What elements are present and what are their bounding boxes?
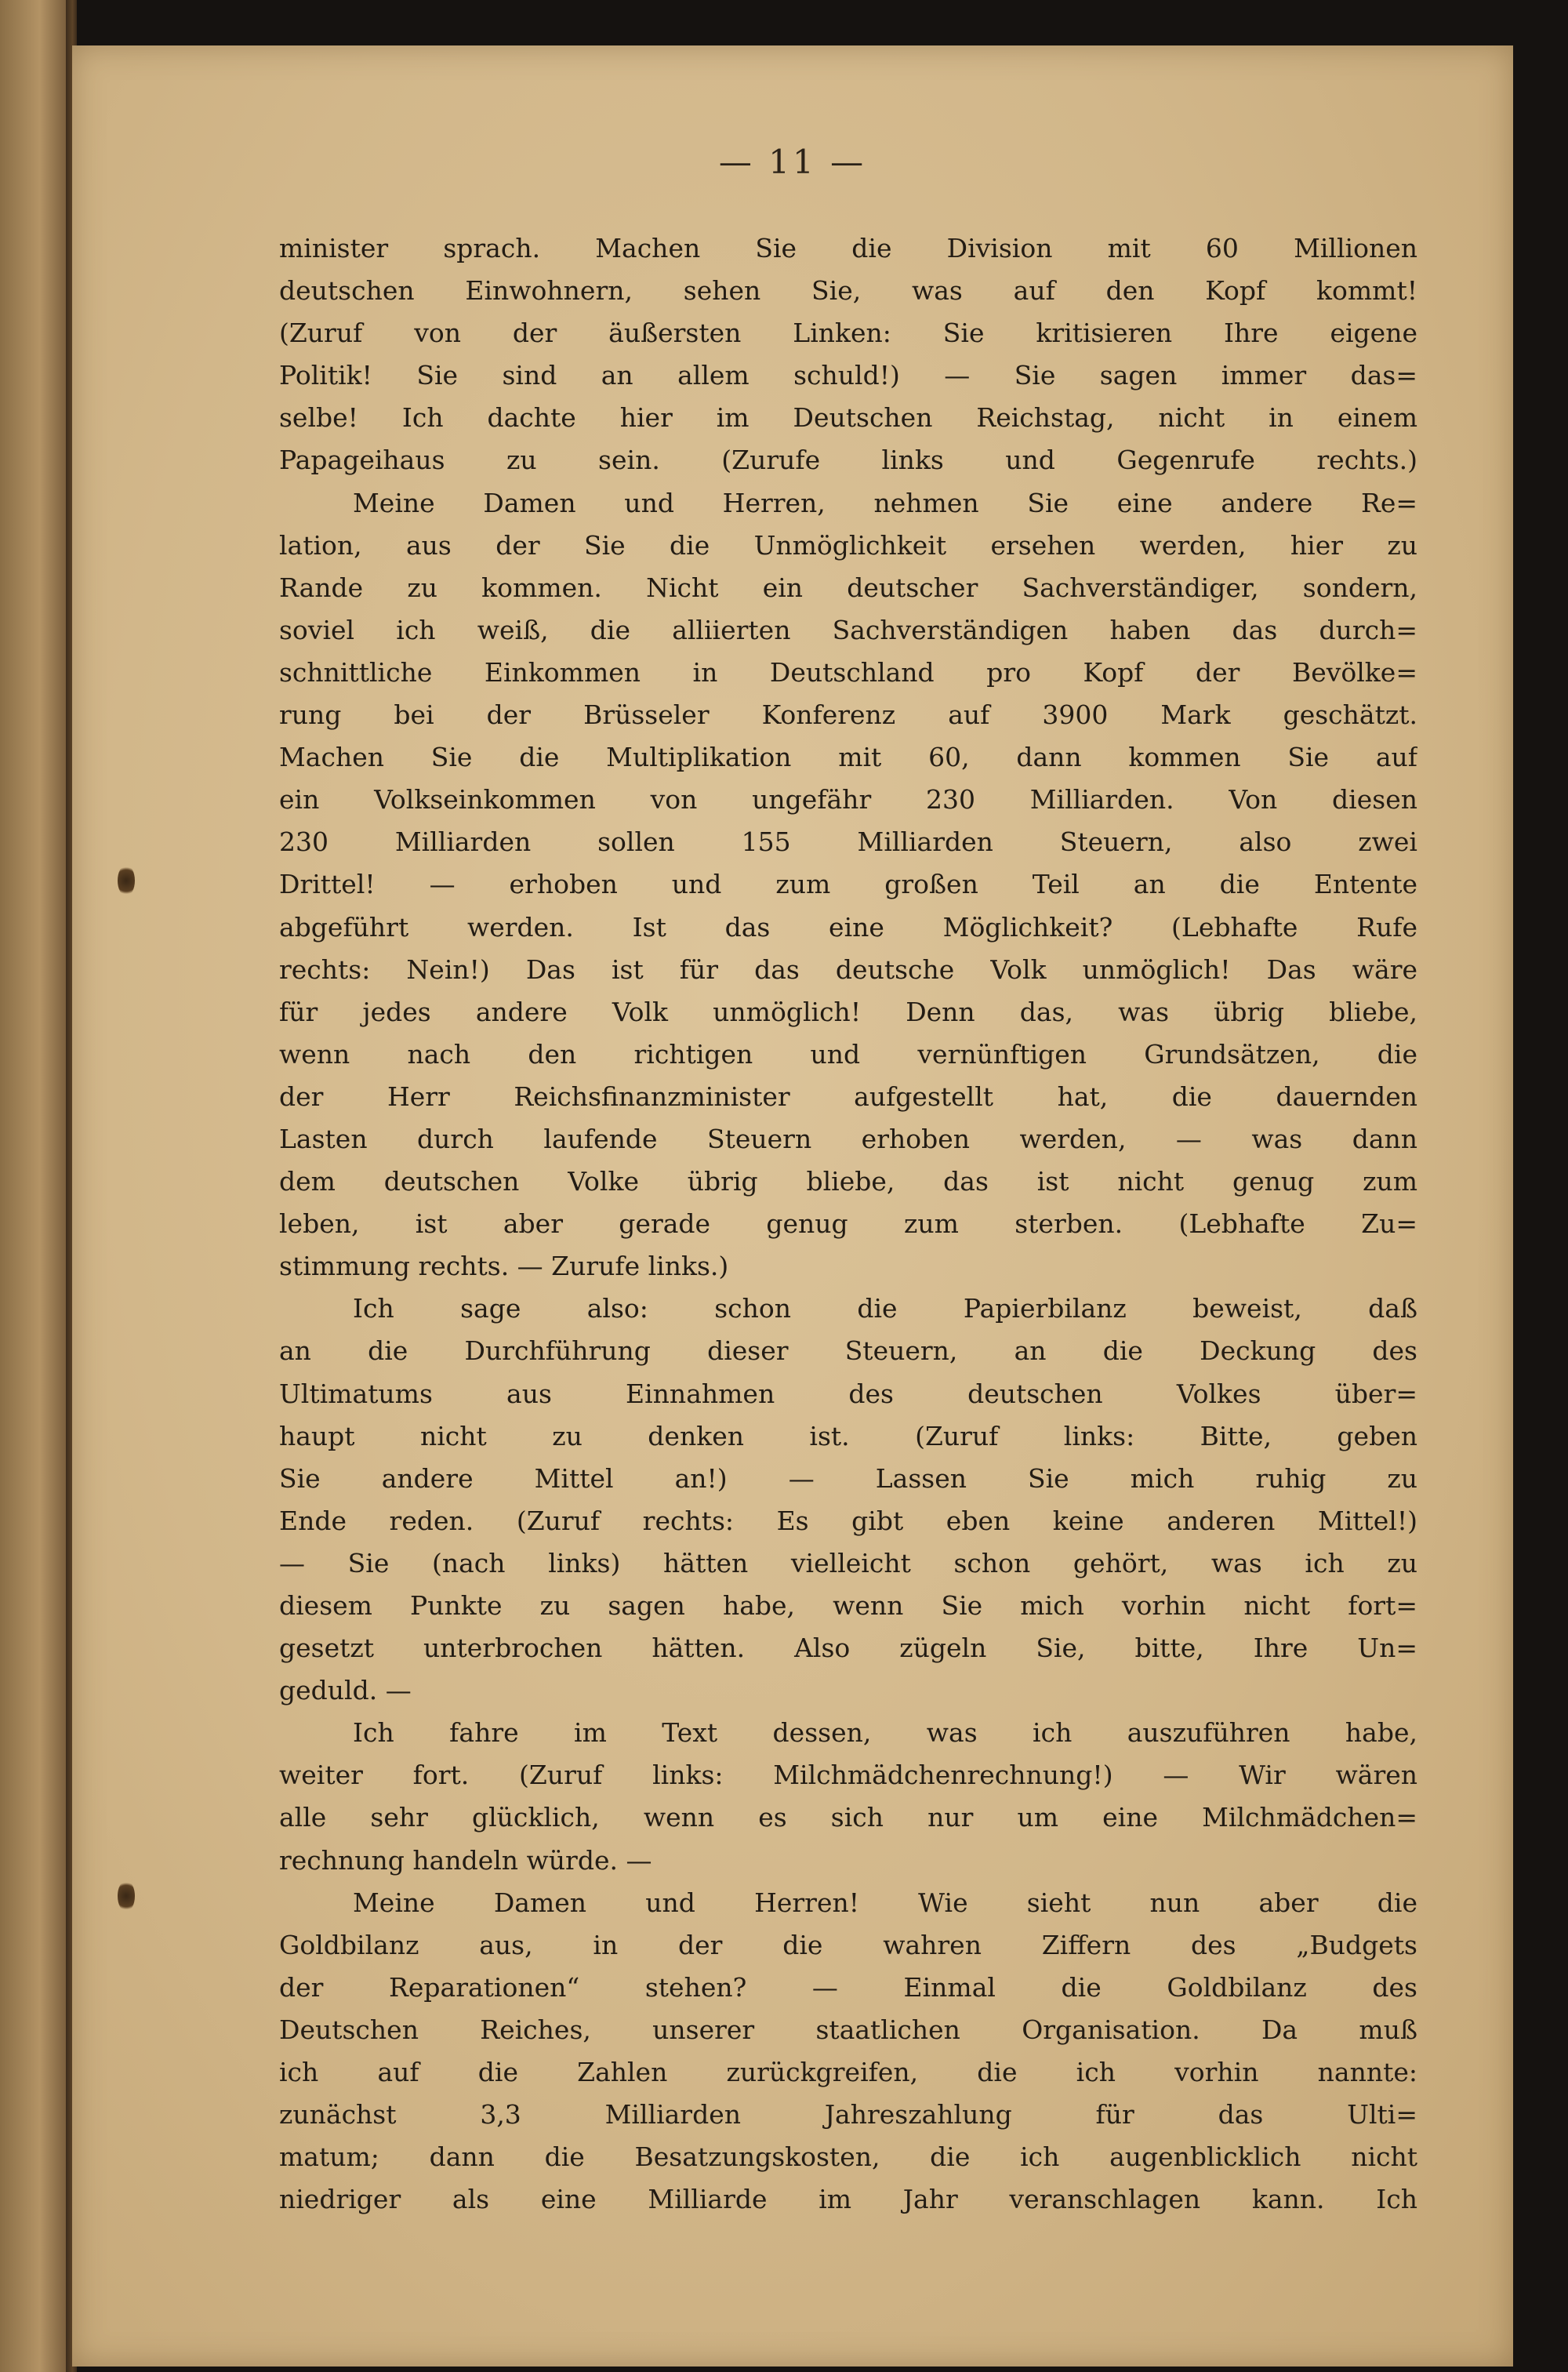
text-line: wenn nach den richtigen und vernünftigen Grundsätzen, die — [279, 1038, 1417, 1070]
text-line: Meine Damen und Herren, nehmen Sie eine andere Re= — [353, 487, 1417, 518]
text-line: leben, ist aber gerade genug zum sterben. (Lebhafte Zu= — [279, 1208, 1417, 1240]
text-line: (Zuruf von der äußersten Linken: Sie kritisieren Ihre eigene — [279, 318, 1417, 349]
text-line: matum; dann die Besatzungskosten, die ich augenblicklich nicht — [279, 2141, 1417, 2173]
text-line: gesetzt unterbrochen hätten. Also zügeln Sie, bitte, Ihre Un= — [279, 1633, 1417, 1664]
text-line: alle sehr glücklich, wenn es sich nur um eine Milchmädchen= — [279, 1802, 1417, 1833]
binding-stitch — [118, 865, 135, 896]
text-line: stimmung rechts. — Zurufe links.) — [279, 1251, 729, 1282]
text-line: Sie andere Mittel an!) — Lassen Sie mich ruhig zu — [279, 1462, 1417, 1494]
text-line: — Sie (nach links) hätten vielleicht schon gehört, was ich zu — [279, 1547, 1417, 1578]
text-line: an die Durchführung dieser Steuern, an die Deckung des — [279, 1335, 1417, 1367]
text-line: der Herr Reichsfinanzminister aufgestellt hat, die dauernden — [279, 1081, 1417, 1112]
text-line: Drittel! — erhoben und zum großen Teil an die Entente — [279, 869, 1417, 900]
text-line: minister sprach. Machen Sie die Division mit 60 Millionen — [279, 233, 1417, 263]
text-line: abgeführt werden. Ist das eine Möglichkeit? (Lebhafte Rufe — [279, 911, 1417, 943]
text-line: 230 Milliarden sollen 155 Milliarden Steuern, also zwei — [279, 826, 1417, 858]
text-line: Politik! Sie sind an allem schuld!) — Sie sagen immer das= — [279, 360, 1417, 391]
text-line: Ende reden. (Zuruf rechts: Es gibt eben keine anderen Mittel!) — [279, 1505, 1417, 1536]
text-line: weiter fort. (Zuruf links: Milchmädchenrechnung!) — Wir wären — [279, 1760, 1417, 1791]
text-line: lation, aus der Sie die Unmöglichkeit ersehen werden, hier zu — [279, 529, 1417, 561]
text-line: ich auf die Zahlen zurückgreifen, die ich vorhin nannte: — [279, 2057, 1417, 2088]
text-line: soviel ich weiß, die alliierten Sachverständigen haben das durch= — [279, 614, 1417, 645]
text-line: Meine Damen und Herren! Wie sieht nun aber die — [353, 1887, 1417, 1918]
binding-stitch — [118, 1880, 135, 1912]
text-line: selbe! Ich dachte hier im Deutschen Reichstag, nicht in einem — [279, 402, 1417, 434]
text-line: Ich fahre im Text dessen, was ich auszuführen habe, — [353, 1717, 1417, 1749]
text-line: Lasten durch laufende Steuern erhoben werden, — was dann — [279, 1123, 1417, 1154]
text-line: Ultimatums aus Einnahmen des deutschen Volkes über= — [279, 1378, 1417, 1409]
text-line: rechts: Nein!) Das ist für das deutsche Volk unmöglich! Das wäre — [279, 954, 1417, 985]
body-text — [279, 227, 1417, 2221]
text-line: haupt nicht zu denken ist. (Zuruf links: Bitte, geben — [279, 1420, 1417, 1451]
text-line: dem deutschen Volke übrig bliebe, das ist nicht genug zum — [279, 1166, 1417, 1197]
text-line: geduld. — — [279, 1675, 412, 1706]
text-line: niedriger als eine Milliarde im Jahr veranschlagen kann. Ich — [279, 2184, 1417, 2215]
text-line: für jedes andere Volk unmöglich! Denn das, was übrig bliebe, — [279, 996, 1417, 1027]
text-line: Machen Sie die Multiplikation mit 60, dann kommen Sie auf — [279, 742, 1417, 773]
text-line: rechnung handeln würde. — — [279, 1844, 652, 1876]
facing-page-edge — [0, 0, 72, 2372]
text-line: Papageihaus zu sein. (Zurufe links und Gegenrufe rechts.) — [279, 445, 1417, 476]
text-line: rung bei der Brüsseler Konferenz auf 3900 Mark geschätzt. — [279, 699, 1417, 731]
text-line: zunächst 3,3 Milliarden Jahreszahlung für das Ulti= — [279, 2099, 1417, 2130]
text-line: Deutschen Reiches, unserer staatlichen Organisation. Da muß — [279, 2014, 1417, 2045]
text-line: Ich sage also: schon die Papierbilanz beweist, daß — [353, 1293, 1417, 1324]
text-line: ein Volkseinkommen von ungefähr 230 Milliarden. Von diesen — [279, 784, 1417, 815]
text-line: schnittliche Einkommen in Deutschland pro Kopf der Bevölke= — [279, 656, 1417, 688]
text-line: Rande zu kommen. Nicht ein deutscher Sachverständiger, sondern, — [279, 572, 1417, 603]
text-line: deutschen Einwohnern, sehen Sie, was auf den Kopf kommt! — [279, 275, 1417, 307]
page-number: — 11 — — [718, 143, 867, 181]
book-page — [72, 45, 1513, 2367]
text-line: der Reparationen“ stehen? — Einmal die Goldbilanz des — [279, 1971, 1417, 2003]
text-line: diesem Punkte zu sagen habe, wenn Sie mich vorhin nicht fort= — [279, 1590, 1417, 1621]
text-line: Goldbilanz aus, in der die wahren Ziffern des „Budgets — [279, 1929, 1417, 1960]
